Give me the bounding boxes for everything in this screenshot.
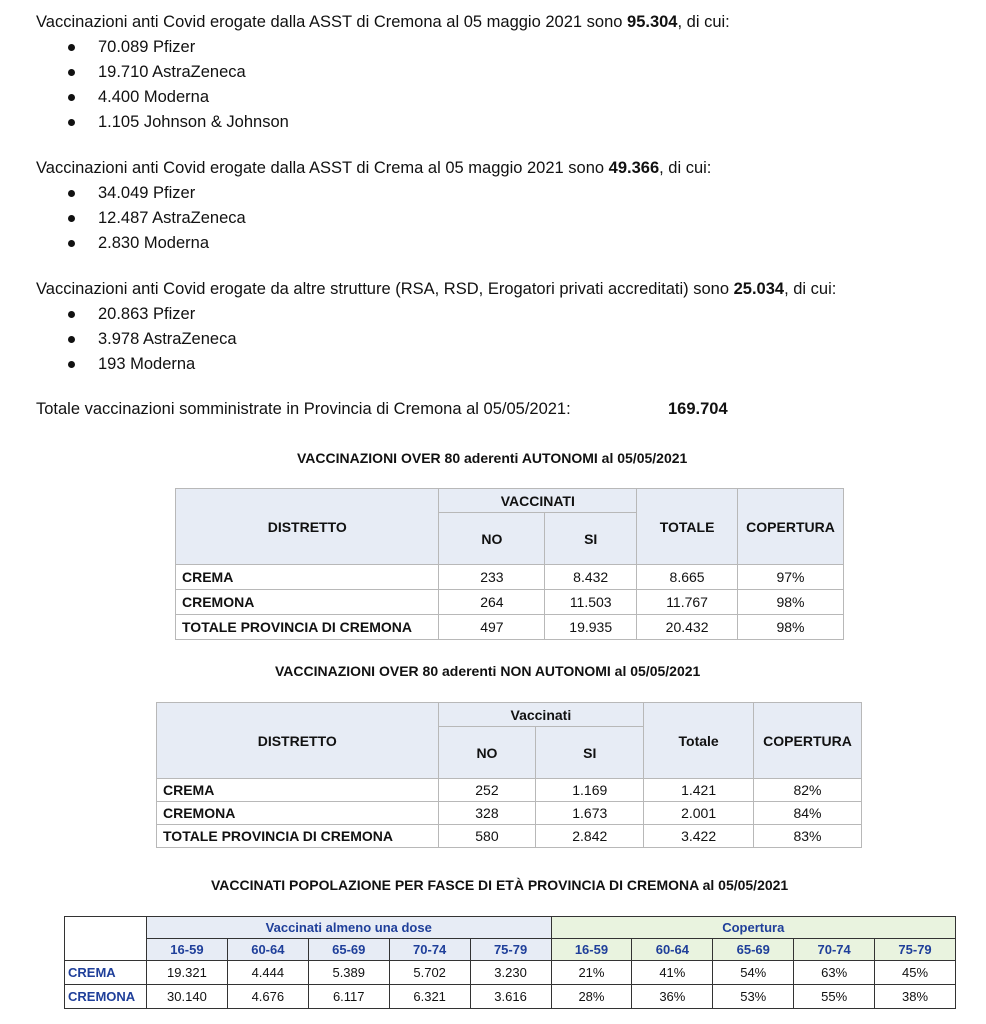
list-item: 34.049 Pfizer	[36, 181, 246, 206]
list-item: 2.830 Moderna	[36, 231, 246, 256]
header-copertura: COPERTURA	[738, 489, 844, 565]
table-row: CREMA 233 8.432 8.665 97%	[176, 565, 844, 590]
table3-title: VACCINATI POPOLAZIONE PER FASCE DI ETÀ PROVINCIA DI CREMONA al 05/05/2021	[211, 877, 789, 893]
table-row: TOTALE PROVINCIA DI CREMONA 580 2.842 3.422 83%	[157, 825, 862, 848]
header-copertura: COPERTURA	[754, 703, 862, 779]
header-totale: Totale	[644, 703, 754, 779]
list-item: 1.105 Johnson & Johnson	[36, 110, 289, 135]
section-3-intro: Vaccinazioni anti Covid erogate da altre strutture (RSA, RSD, Erogatori privati accreditati) sono 25.034, di cui:	[36, 280, 837, 298]
header-no: NO	[439, 513, 545, 565]
table-row: CREMONA 30.140 4.676 6.117 6.321 3.616 28% 36% 53% 55% 38%	[65, 985, 956, 1009]
table-over80-non-autonomi	[156, 702, 862, 848]
age-band-header: 16-59	[551, 939, 632, 961]
section-1-total: 95.304	[627, 13, 678, 31]
header-si: SI	[536, 727, 644, 779]
table-row: CREMA 252 1.169 1.421 82%	[157, 779, 862, 802]
table-fasce-eta	[64, 916, 956, 1009]
section-1-list	[36, 35, 289, 135]
table-row: CREMONA 264 11.503 11.767 98%	[176, 590, 844, 615]
table2-title: VACCINAZIONI OVER 80 aderenti NON AUTONOMI al 05/05/2021	[275, 663, 701, 679]
list-item: 193 Moderna	[36, 352, 237, 377]
header-distretto: DISTRETTO	[157, 703, 439, 779]
table-row: TOTALE PROVINCIA DI CREMONA 497 19.935 20.432 98%	[176, 615, 844, 640]
header-vaccinati: VACCINATI	[439, 489, 637, 513]
table-row: CREMA 19.321 4.444 5.389 5.702 3.230 21% 41% 54% 63% 45%	[65, 961, 956, 985]
header-vaccinati-almeno-una-dose: Vaccinati almeno una dose	[146, 917, 551, 939]
section-3-list	[36, 302, 237, 377]
age-band-header: 60-64	[632, 939, 713, 961]
header-totale: TOTALE	[637, 489, 738, 565]
age-band-header: 70-74	[794, 939, 875, 961]
age-band-header: 65-69	[308, 939, 389, 961]
age-band-header: 75-79	[470, 939, 551, 961]
age-band-header: 60-64	[227, 939, 308, 961]
total-vaccinations-value: 169.704	[668, 400, 728, 418]
section-3-total: 25.034	[733, 280, 785, 298]
total-vaccinations-label: Totale vaccinazioni somministrate in Provincia di Cremona al 05/05/2021:	[36, 400, 571, 418]
table-row: CREMONA 328 1.673 2.001 84%	[157, 802, 862, 825]
header-distretto: DISTRETTO	[176, 489, 439, 565]
section-2-total: 49.366	[608, 159, 660, 177]
age-band-header: 70-74	[389, 939, 470, 961]
header-si: SI	[545, 513, 637, 565]
corner-cell	[65, 917, 147, 961]
table1-title: VACCINAZIONI OVER 80 aderenti AUTONOMI al 05/05/2021	[297, 450, 688, 466]
section-1-intro: Vaccinazioni anti Covid erogate dalla ASST di Cremona al 05 maggio 2021 sono 95.304, di cui:	[36, 13, 730, 31]
header-no: NO	[438, 727, 536, 779]
section-2-intro: Vaccinazioni anti Covid erogate dalla ASST di Crema al 05 maggio 2021 sono 49.366, di cui:	[36, 159, 712, 177]
age-band-header: 75-79	[875, 939, 956, 961]
table-over80-autonomi	[175, 488, 844, 640]
age-band-header: 65-69	[713, 939, 794, 961]
list-item: 4.400 Moderna	[36, 85, 289, 110]
header-copertura: Copertura	[551, 917, 955, 939]
list-item: 20.863 Pfizer	[36, 302, 237, 327]
list-item: 70.089 Pfizer	[36, 35, 289, 60]
list-item: 19.710 AstraZeneca	[36, 60, 289, 85]
header-vaccinati: Vaccinati	[438, 703, 644, 727]
list-item: 3.978 AstraZeneca	[36, 327, 237, 352]
list-item: 12.487 AstraZeneca	[36, 206, 246, 231]
age-band-header: 16-59	[146, 939, 227, 961]
section-2-list	[36, 181, 246, 256]
